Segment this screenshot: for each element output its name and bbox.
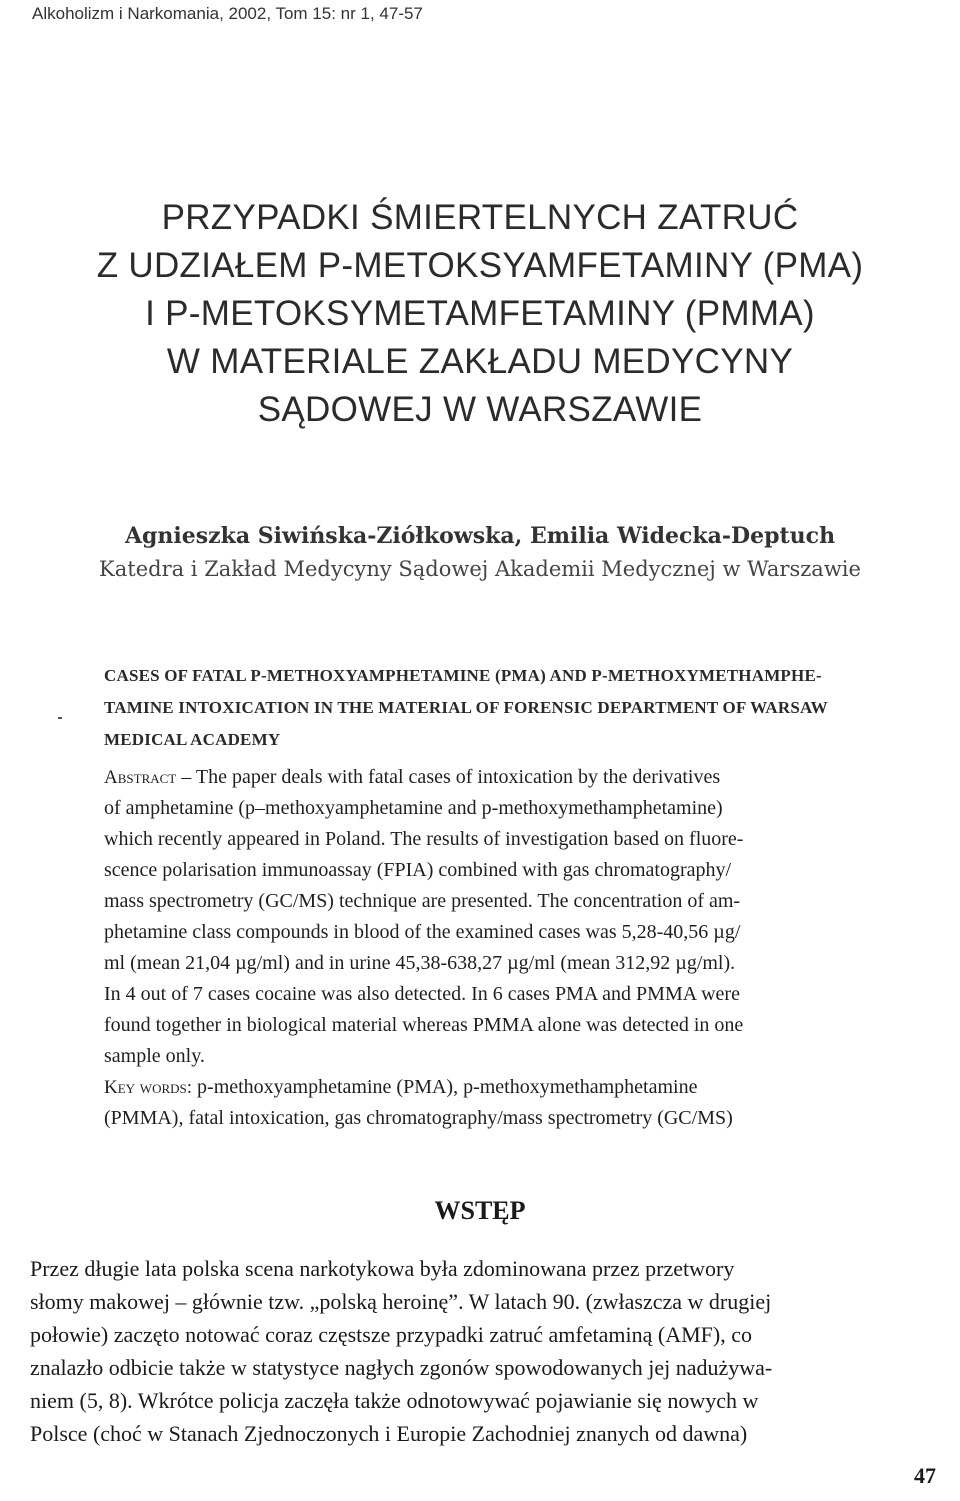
abstract-line: phetamine class compounds in blood of the examined cases was 5,28-40,56 µg/ [104, 921, 741, 943]
english-title [104, 660, 904, 756]
abstract-line: ml (mean 21,04 µg/ml) and in urine 45,38-638,27 µg/ml (mean 312,92 µg/ml). [104, 952, 736, 974]
english-title-line: MEDICAL ACADEMY [104, 730, 281, 749]
title-line: SĄDOWEJ W WARSZAWIE [257, 390, 703, 429]
section-heading: WSTĘP [434, 1196, 526, 1225]
article-title [0, 194, 960, 434]
abstract-line: of amphetamine (p–methoxyamphetamine and p-methoxymethamphetamine) [104, 797, 723, 819]
keywords-label: Key words: [104, 1077, 193, 1098]
title-line: PRZYPADKI ŚMIERTELNYCH ZATRUĆ [161, 198, 799, 237]
page-number: 47 [914, 1463, 936, 1488]
title-line: W MATERIALE ZAKŁADU MEDYCYNY [166, 342, 794, 381]
journal-header: Alkoholizm i Narkomania, 2002, Tom 15: nr 1, 47-57 [32, 4, 423, 23]
margin-mark [58, 717, 62, 719]
abstract-line: Abstract – The paper deals with fatal cases of intoxication by the derivatives [104, 766, 721, 788]
body-line: Przez długie lata polska scena narkotykowa była zdominowana przez przetwory [30, 1256, 735, 1281]
abstract-line: mass spectrometry (GC/MS) technique are presented. The concentration of am- [104, 890, 741, 912]
keywords-line: (PMMA), fatal intoxication, gas chromatography/mass spectrometry (GC/MS) [104, 1107, 733, 1129]
affiliation: Katedra i Zakład Medycyny Sądowej Akademii Medycznej w Warszawie [99, 557, 861, 581]
abstract-line: scence polarisation immunoassay (FPIA) combined with gas chromatography/ [104, 859, 732, 881]
abstract-line: In 4 out of 7 cases cocaine was also detected. In 6 cases PMA and PMMA were [104, 983, 740, 1005]
body-line: połowie) zaczęto notować coraz częstsze przypadki zatruć amfetaminą (AMF), co [30, 1322, 752, 1347]
authors: Agnieszka Siwińska-Ziółkowska, Emilia Widecka-Deptuch [124, 523, 836, 549]
body-text [30, 1252, 960, 1450]
english-title-line: CASES OF FATAL P-METHOXYAMPHETAMINE (PMA) AND P-METHOXYMETHAMPHE- [104, 666, 822, 685]
body-line: niem (5, 8). Wkrótce policja zaczęła także odnotowywać pojawianie się nowych w [30, 1388, 759, 1413]
english-title-line: TAMINE INTOXICATION IN THE MATERIAL OF FORENSIC DEPARTMENT OF WARSAW [104, 698, 828, 717]
abstract-line: sample only. [104, 1045, 205, 1067]
abstract-line: found together in biological material whereas PMMA alone was detected in one [104, 1014, 744, 1036]
keywords-line: Key words: p-methoxyamphetamine (PMA), p-methoxymethamphetamine [104, 1076, 698, 1098]
body-line: Polsce (choć w Stanach Zjednoczonych i Europie Zachodniej znanych od dawna) [30, 1421, 748, 1446]
abstract-line: which recently appeared in Poland. The results of investigation based on fluore- [104, 828, 744, 850]
body-line: znalazło odbicie także w statystyce nagłych zgonów spowodowanych jej nadużywa- [30, 1355, 773, 1380]
abstract [104, 762, 904, 1134]
title-line: I P-METOKSYMETAMFETAMINY (PMMA) [145, 294, 815, 333]
title-line: Z UDZIAŁEM P-METOKSYAMFETAMINY (PMA) [96, 246, 864, 285]
abstract-label: Abstract [104, 767, 177, 788]
body-line: słomy makowej – głównie tzw. „polską heroinę”. W latach 90. (zwłaszcza w drugiej [30, 1289, 772, 1314]
